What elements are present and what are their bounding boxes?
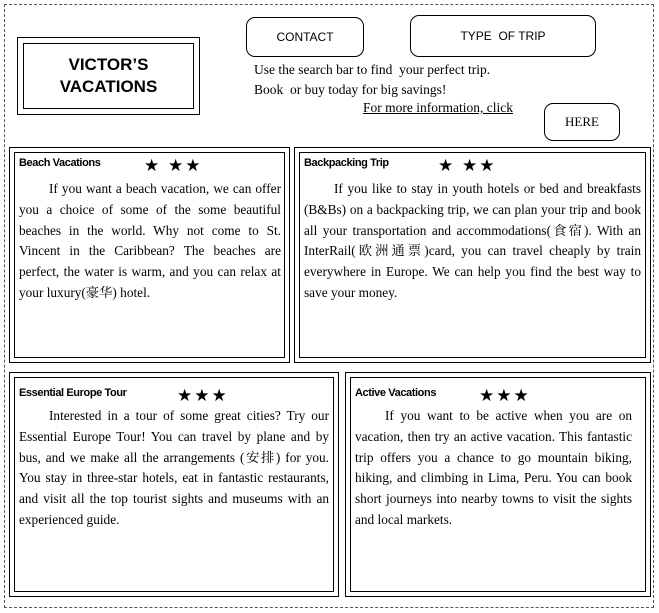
card-frame — [14, 377, 334, 592]
card-body: Interested in a tour of some great cities? Try our Essential Europe Tour! You can travel by plane and by bus, and we make all the arrangements (安排) for you. You stay in three-star hotels, eat in fantastic restaurants, and visit all the top tourist sights and museums with an experienced guide. — [19, 408, 329, 527]
type-of-trip-button-label: TYPE OF TRIP — [460, 29, 546, 43]
here-button-label: HERE — [565, 114, 599, 129]
card-frame — [350, 377, 646, 592]
logo-line-2: VACATIONS — [59, 77, 158, 96]
logo-line-1: VICTOR’S — [68, 55, 149, 74]
more-info-link[interactable]: For more information, click — [363, 100, 513, 115]
logo-text — [49, 54, 169, 98]
contact-button-label: CONTACT — [276, 30, 334, 44]
star-rating-icon: ★★★ — [177, 386, 229, 405]
intro-line-1: Use the search bar to find your perfect trip. — [254, 62, 491, 77]
card-essential-europe-tour — [9, 372, 339, 597]
card-title-text: Beach Vacations — [19, 157, 101, 169]
card-title — [19, 156, 203, 175]
card-body: If you like to stay in youth hotels or bed and breakfasts (B&Bs) on a backpacking trip, we can plan your trip and book all your transportation and accommodations(食宿). With an InterRail(欧洲通票)card, you can travel cheaply by train everywhere in Europe. We can help you find the best way to save your money. — [304, 181, 641, 300]
card-title-text: Backpacking Trip — [304, 157, 389, 169]
star-rating-icon: ★★★ — [479, 386, 531, 405]
here-button[interactable] — [544, 103, 620, 141]
card-body: If you want a beach vacation, we can offer you a choice of some of the some beautiful beaches in the world. Why not come to St. Vincent in the Caribbean? The beaches are perfect, the water is warm, and you can relax at your luxury(豪华) hotel. — [19, 181, 281, 300]
intro-line-2: Book or buy today for big savings! — [254, 82, 447, 97]
card-frame — [299, 152, 646, 358]
card-active-vacations — [345, 372, 651, 597]
card-title — [304, 156, 497, 175]
contact-button[interactable] — [246, 17, 364, 57]
star-rating-icon: ★ ★★ — [144, 156, 203, 175]
card-beach-vacations — [9, 147, 290, 363]
logo — [17, 37, 200, 115]
card-backpacking-trip — [294, 147, 651, 363]
card-frame — [14, 152, 285, 358]
type-of-trip-button[interactable] — [410, 15, 596, 57]
card-title-text: Active Vacations — [355, 387, 437, 399]
card-title — [19, 386, 229, 405]
logo-frame — [23, 43, 194, 109]
card-title — [355, 386, 531, 405]
star-rating-icon: ★ ★★ — [438, 156, 497, 175]
card-title-text: Essential Europe Tour — [19, 387, 127, 399]
card-body: If you want to be active when you are on vacation, then try an active vacation. This fantastic trip offers you a chance to go mountain biking, hiking, and climbing in Lima, Peru. You can book short journeys into nearby towns to visit the sights and local markets. — [355, 408, 632, 527]
intro-text — [254, 60, 490, 100]
